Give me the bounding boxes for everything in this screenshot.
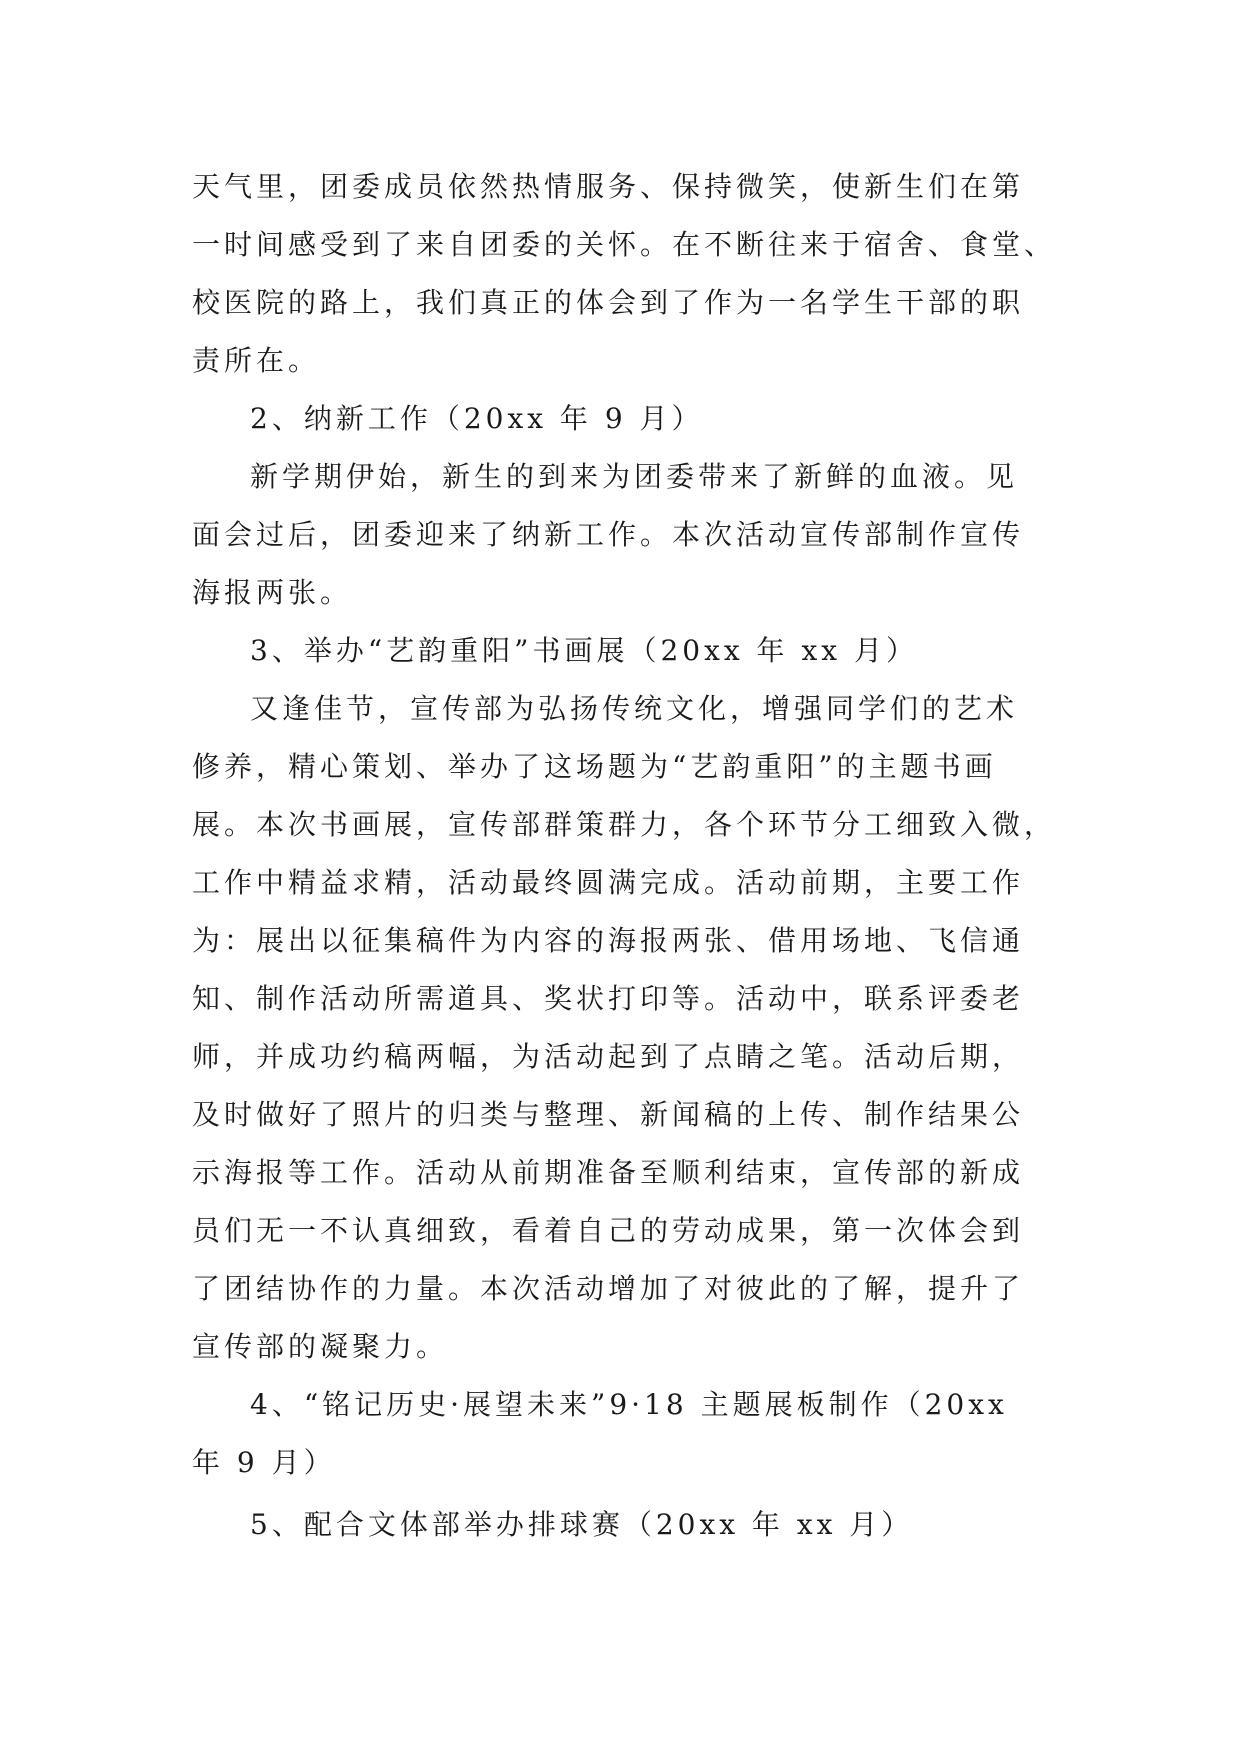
section-heading-5: 5、配合文体部举办排球赛（20xx 年 xx 月）: [250, 1508, 914, 1541]
body-text-line: 及时做好了照片的归类与整理、新闻稿的上传、制作结果公: [192, 1098, 1025, 1131]
body-text-line: 知、制作活动所需道具、奖状打印等。活动中，联系评委老: [192, 982, 1025, 1015]
section-heading-2: 2、纳新工作（20xx 年 9 月）: [250, 402, 704, 435]
body-text-line: 示海报等工作。活动从前期准备至顺利结束，宣传部的新成: [192, 1156, 1025, 1189]
body-text-line: 了团结协作的力量。本次活动增加了对彼此的了解，提升了: [192, 1272, 1025, 1305]
body-text-line: 为：展出以征集稿件为内容的海报两张、借用场地、飞信通: [192, 924, 1025, 957]
section-heading-4-continued: 年 9 月）: [192, 1446, 336, 1479]
body-text-line: 天气里，团委成员依然热情服务、保持微笑，使新生们在第: [192, 170, 1025, 203]
section-heading-3: 3、举办“艺韵重阳”书画展（20xx 年 xx 月）: [250, 634, 918, 667]
body-text-line: 工作中精益求精，活动最终圆满完成。活动前期，主要工作: [192, 866, 1025, 899]
body-text-line: 师，并成功约稿两幅，为活动起到了点睛之笔。活动后期，: [192, 1040, 1025, 1073]
body-text-line: 展。本次书画展，宣传部群策群力，各个环节分工细致入微，: [192, 808, 1057, 841]
body-text-line: 又逢佳节，宣传部为弘扬传统文化，增强同学们的艺术: [250, 692, 1019, 725]
body-text-line: 修养，精心策划、举办了这场题为“艺韵重阳”的主题书画: [192, 750, 997, 783]
body-text-line: 一时间感受到了来自团委的关怀。在不断往来于宿舍、食堂、: [192, 228, 1057, 261]
body-text-line: 面会过后，团委迎来了纳新工作。本次活动宣传部制作宣传: [192, 518, 1025, 551]
body-text-line: 海报两张。: [192, 576, 353, 609]
document-body: [192, 158, 1057, 1554]
section-heading-4: 4、“铭记历史·展望未来”9·18 主题展板制作（20xx: [250, 1388, 1008, 1421]
body-text-line: 新学期伊始，新生的到来为团委带来了新鲜的血液。见: [250, 460, 1019, 493]
body-text-line: 责所在。: [192, 344, 321, 377]
body-text-line: 校医院的路上，我们真正的体会到了作为一名学生干部的职: [192, 286, 1025, 319]
body-text-line: 宣传部的凝聚力。: [192, 1330, 449, 1363]
body-text-line: 员们无一不认真细致，看着自己的劳动成果，第一次体会到: [192, 1214, 1025, 1247]
